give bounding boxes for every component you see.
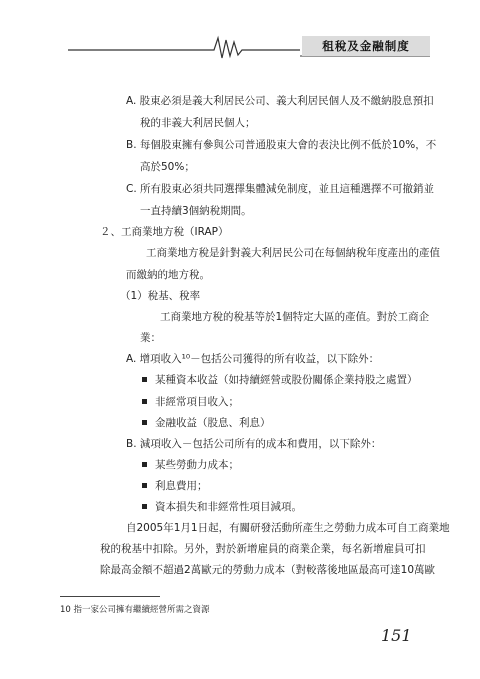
bullet-square-icon: [142, 420, 147, 425]
bullet-item: [142, 373, 418, 387]
bullet-item: [142, 479, 208, 493]
bullet-item: [142, 395, 239, 409]
bullet-text: 某種資本收益（如持續經營或股份關係企業持股之處置）: [155, 374, 418, 386]
list-item-b-line2: 高於50%；: [140, 161, 195, 173]
subsection-heading-tax-base: （1）稅基、稅率: [120, 290, 201, 302]
list-item-deductions: B. 減項收入－包括公司所有的成本和費用，以下除外：: [126, 438, 382, 450]
bullet-text: 某些勞動力成本；: [155, 459, 239, 471]
paragraph-rd-line3: 除最高金額不超過2萬歐元的勞動力成本（對較落後地區最高可達10萬歐: [100, 564, 436, 576]
paragraph-rd-line2: 稅的稅基中扣除。另外，對於新增雇員的商業企業，每名新增雇員可扣: [100, 543, 426, 555]
footnote: 10 指一家公司擁有繼續經營所需之資源: [60, 605, 210, 615]
bullet-item: [142, 416, 271, 430]
page-number: 151: [381, 626, 412, 645]
paragraph-tax-base-line1: 工商業地方稅的稅基等於1個特定大區的產值。對於工商企: [160, 311, 430, 323]
bullet-text: 金融收益（股息、利息）: [155, 417, 271, 429]
bullet-text: 資本損失和非經常性項目減項。: [155, 501, 302, 513]
bullet-square-icon: [142, 399, 147, 404]
list-item-a-line1: A. 股東必須是義大利居民公司、義大利居民個人及不繳納股息預扣: [126, 95, 434, 107]
bullet-square-icon: [142, 483, 147, 488]
paragraph-irap-line2: 而繳納的地方稅。: [126, 269, 210, 281]
paragraph-irap-line1: 工商業地方稅是針對義大利居民公司在每個納稅年度產出的產值: [146, 247, 440, 259]
bullet-text: 利息費用；: [155, 480, 208, 492]
footnote-divider: [60, 596, 160, 597]
bullet-square-icon: [142, 504, 147, 509]
section-heading-irap: ２、工商業地方稅（IRAP）: [100, 226, 229, 238]
list-item-a-line2: 稅的非義大利居民個人；: [140, 117, 256, 129]
paragraph-tax-base-line2: 業：: [140, 332, 161, 344]
bullet-item: [142, 500, 302, 514]
bullet-square-icon: [142, 462, 147, 467]
bullet-text: 非經常項目收入；: [155, 396, 239, 408]
list-item-additions: A. 增項收入¹⁰－包括公司獲得的所有收益，以下除外：: [126, 353, 380, 365]
bullet-item: [142, 458, 239, 472]
list-item-c-line2: 一直持續3個納稅期間。: [140, 205, 252, 217]
paragraph-rd-line1: 自2005年1月1日起，有關研發活動所產生之勞動力成本可自工商業地: [126, 522, 450, 534]
page-header: [0, 0, 480, 60]
header-title: 租稅及金融制度: [302, 36, 430, 56]
bullet-square-icon: [142, 377, 147, 382]
list-item-c-line1: C. 所有股東必須共同選擇集體減免制度，並且這種選擇不可撤銷並: [126, 183, 435, 195]
list-item-b-line1: B. 每個股東擁有參與公司普通股東大會的表決比例不低於10%，不: [126, 139, 437, 151]
